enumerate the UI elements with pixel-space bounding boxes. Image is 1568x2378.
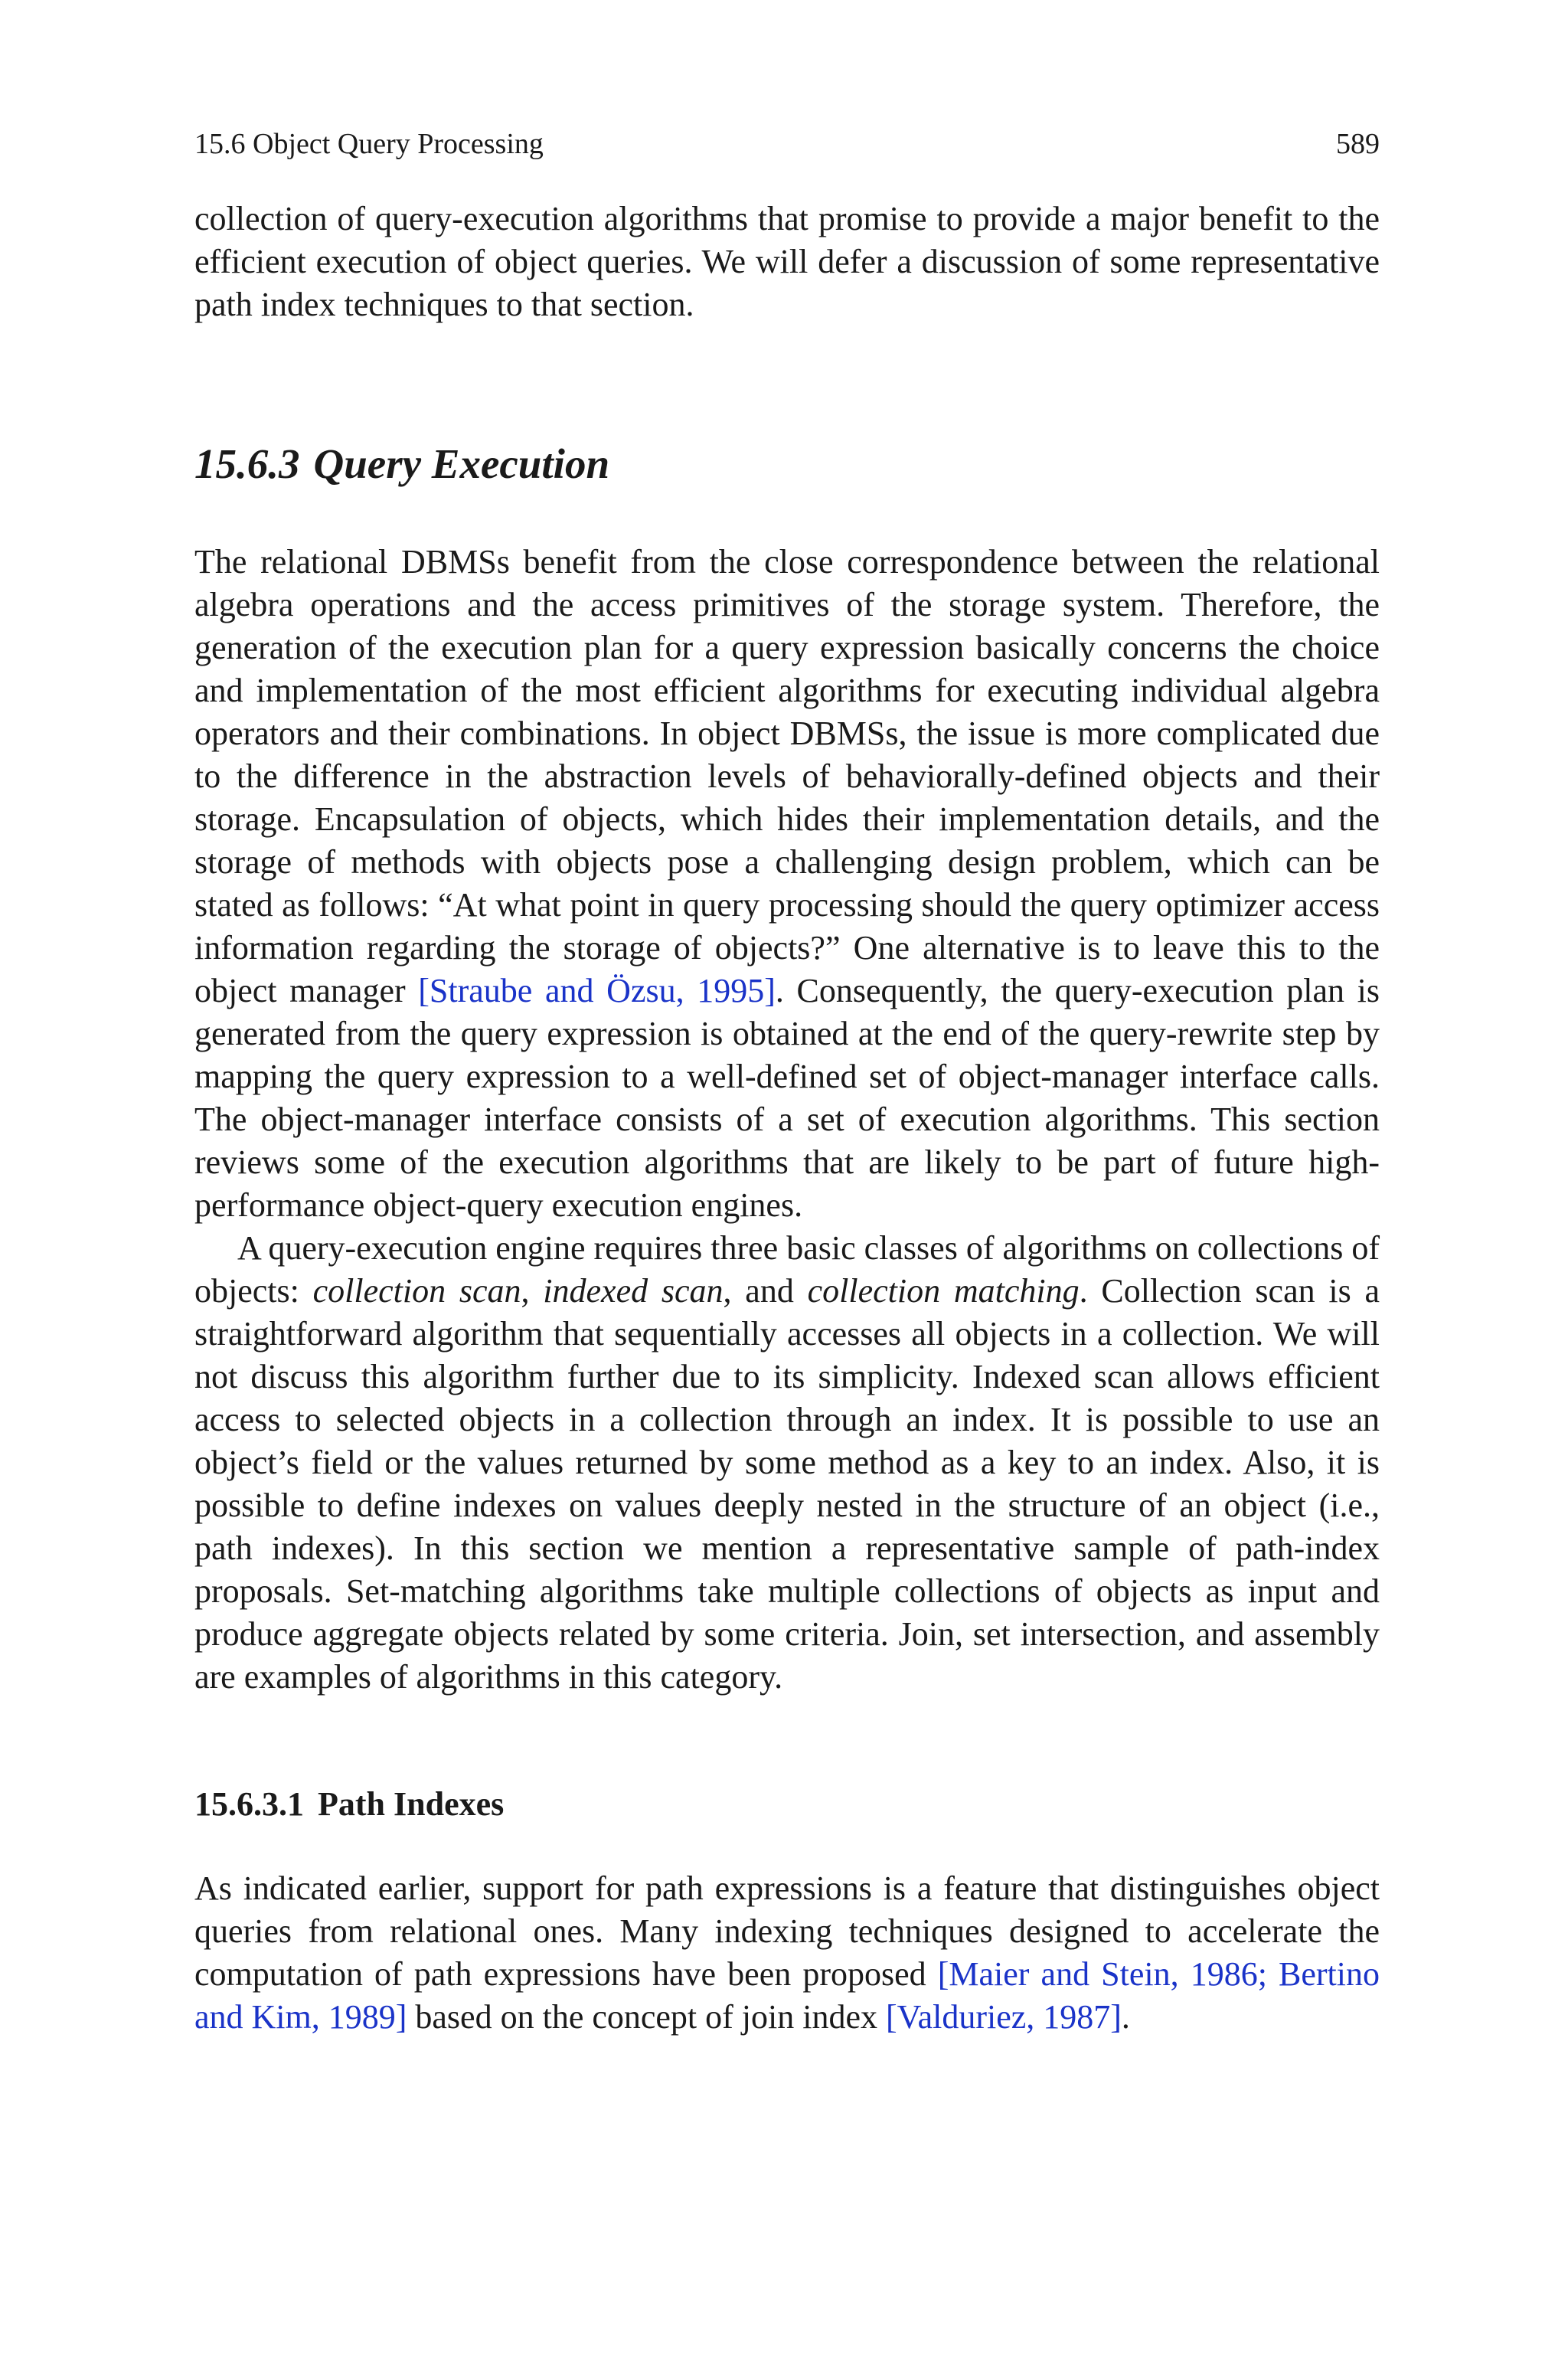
paragraph-path-indexes	[194, 1867, 1380, 2039]
running-header-section: 15.6 Object Query Processing	[194, 128, 544, 160]
paragraph-query-execution	[194, 541, 1380, 1227]
paragraph-text: A query-execution engine requires three basic classes of algorithms on collections of objects:	[194, 1229, 1380, 1310]
paragraph-text: As indicated earlier, support for path expressions is a feature that distinguishes object queries from relational ones. Many indexing techniques designed to accelerate the computation of path expressions have been proposed	[194, 1869, 1380, 1993]
paragraph-text: , and	[723, 1272, 808, 1310]
citation-link[interactable]: [Straube and Özsu, 1995]	[418, 972, 776, 1009]
paragraph-text: . Consequently, the query-execution plan is generated from the query expression is obtained at the end of the query-rewrite step by mapping the query expression to a well-defined set of object-manager interface calls. The object-manager interface consists of a set of execution algorithms. This section reviews some of the execution algorithms that are likely to be part of future high-performance object-query execution engines.	[194, 972, 1380, 1224]
citation-link[interactable]: [Maier and Stein, 1986; Bertino and Kim, 1989]	[194, 1955, 1380, 2036]
paragraph-algorithm-classes	[194, 1227, 1380, 1699]
section-number: 15.6.3	[194, 440, 300, 487]
subsection-number: 15.6.3.1	[194, 1785, 304, 1823]
subsection-title: Path Indexes	[318, 1785, 505, 1823]
subsection-heading	[194, 1783, 1380, 1826]
page-body	[194, 198, 1380, 2039]
term-collection-matching: collection matching	[807, 1272, 1080, 1310]
section-title: Query Execution	[313, 440, 610, 487]
term-indexed-scan: indexed scan	[543, 1272, 724, 1310]
citation-link[interactable]: [Valduriez, 1987]	[886, 1998, 1122, 2036]
paragraph-text: . Collection scan is a straightforward algorithm that sequentially accesses all objects in a collection. We will not discuss this algorithm further due to its simplicity. Indexed scan allows efficient access to selected objects in a collection through an index. It is possible to use an object’s field or the values returned by some method as a key to an index. Also, it is possible to define indexes on values deeply nested in the structure of an object (i.e., path indexes). In this section we mention a representative sample of path-index proposals. Set-matching algorithms take multiple collections of objects as input and produce aggregate objects related by some criteria. Join, set intersection, and assembly are examples of algorithms in this category.	[194, 1272, 1380, 1696]
intro-paragraph: collection of query-execution algorithms that promise to provide a major benefit to the efficient execution of object queries. We will defer a discussion of some representative path index techniques to that section.	[194, 200, 1380, 323]
running-header	[194, 127, 1380, 161]
paragraph-text: based on the concept of join index	[407, 1998, 887, 2036]
page-number: 589	[1336, 128, 1380, 160]
section-heading	[194, 440, 1380, 489]
paragraph-text: .	[1121, 1998, 1130, 2036]
paragraph-text: ,	[521, 1272, 544, 1310]
paragraph-text: The relational DBMSs benefit from the close correspondence between the relational algebra operations and the access primitives of the storage system. Therefore, the generation of the execution plan for a query expression basically concerns the choice and implementation of the most efficient algorithms for executing individual algebra operators and their combinations. In object DBMSs, the issue is more complicated due to the difference in the abstraction levels of behaviorally-defined objects and their storage. Encapsulation of objects, which hides their implementation details, and the storage of methods with objects pose a challenging design problem, which can be stated as follows: “At what point in query processing should the query optimizer access information regarding the storage of objects?” One alternative is to leave this to the object manager	[194, 543, 1380, 1009]
term-collection-scan: collection scan	[312, 1272, 521, 1310]
